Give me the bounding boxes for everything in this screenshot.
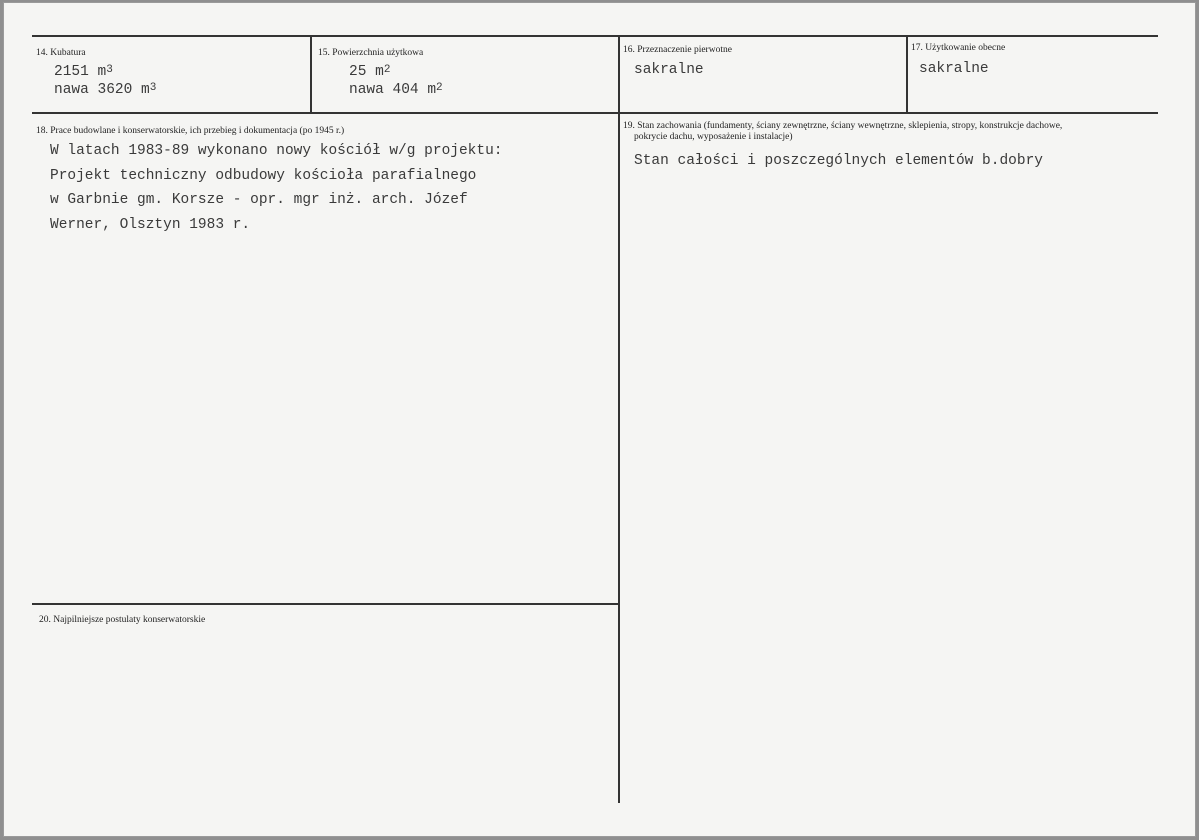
uzytkowanie-label: 17. Użytkowanie obecne <box>911 43 1006 53</box>
kubatura-total: 2151 <box>54 64 89 80</box>
prace-line: w Garbnie gm. Korsze - opr. mgr inż. arch. Józef <box>50 192 468 208</box>
powierzchnia-nave-prefix: nawa <box>349 82 384 98</box>
przeznaczenie-value: sakralne <box>634 62 704 78</box>
przeznaczenie-label: 16. Przeznaczenie pierwotne <box>623 45 732 55</box>
record-card <box>4 3 1195 836</box>
stan-zachowania-label-line2: pokrycie dachu, wyposażenie i instalacje) <box>634 132 793 142</box>
stan-zachowania-value: Stan całości i poszczególnych elementów b.dobry <box>634 153 1043 169</box>
col-divider-1 <box>310 35 312 114</box>
powierzchnia-value <box>349 63 443 99</box>
prace-line: Projekt techniczny odbudowy kościoła parafialnego <box>50 167 477 184</box>
prace-budowlane-text <box>50 139 502 237</box>
postulaty-label: 20. Najpilniejsze postulaty konserwatorskie <box>39 615 206 625</box>
powierzchnia-nave-exponent: 2 <box>436 82 443 94</box>
row-divider <box>32 112 1158 114</box>
powierzchnia-nave-unit: m <box>427 82 437 98</box>
powierzchnia-total: 25 <box>349 64 367 80</box>
stan-zachowania-label-line1: 19. Stan zachowania (fundamenty, ściany zewnętrzne, ściany wewnętrzne, sklepienia, stropy, konstrukcje dachowe, <box>623 121 1063 131</box>
prace-line: Werner, Olsztyn 1983 r. <box>50 216 251 233</box>
powierzchnia-label: 15. Powierzchnia użytkowa <box>318 48 424 58</box>
kubatura-nave-exponent: 3 <box>149 82 157 94</box>
kubatura-nave-unit: m <box>141 82 150 98</box>
kubatura-nave-prefix: nawa <box>54 82 89 98</box>
kubatura-unit: m <box>97 64 107 80</box>
col-divider-2 <box>618 35 620 803</box>
kubatura-label: 14. Kubatura <box>36 48 86 58</box>
powierzchnia-unit: m <box>375 64 384 80</box>
top-rule <box>32 35 1158 37</box>
uzytkowanie-value: sakralne <box>919 61 989 77</box>
powierzchnia-exponent: 2 <box>383 64 391 76</box>
kubatura-value <box>54 63 156 99</box>
stan-zachowania-label <box>623 121 1062 143</box>
powierzchnia-nave: 404 <box>392 82 419 98</box>
kubatura-nave: 3620 <box>97 82 133 98</box>
kubatura-exponent: 3 <box>106 64 113 76</box>
prace-budowlane-label: 18. Prace budowlane i konserwatorskie, ich przebieg i dokumentacja (po 1945 r.) <box>36 126 345 136</box>
col-divider-3 <box>906 35 908 114</box>
section-divider-18-20 <box>32 603 620 605</box>
prace-line: W latach 1983-89 wykonano nowy kościół w/g projektu: <box>50 143 503 159</box>
